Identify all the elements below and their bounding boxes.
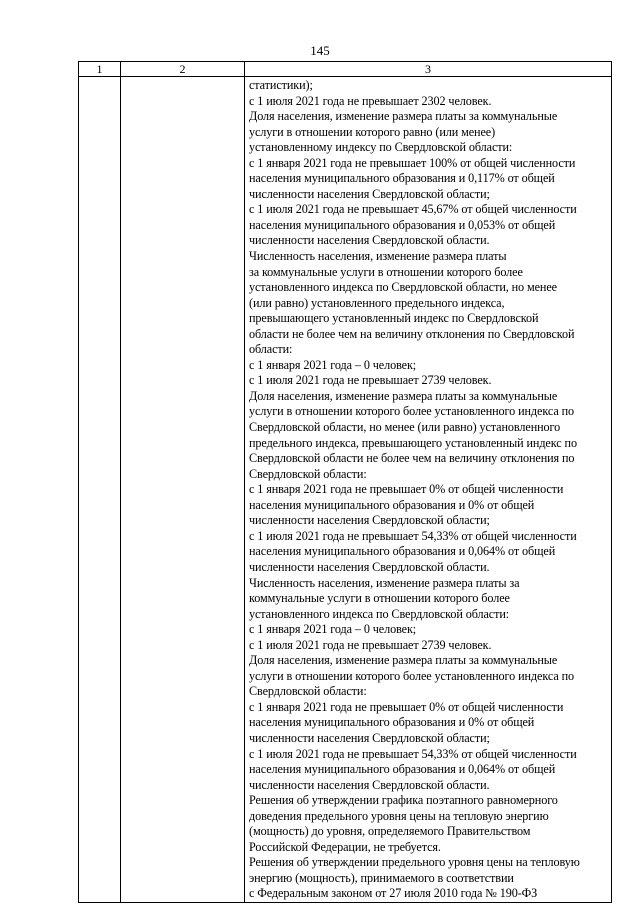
text-line: Свердловской области, но менее (или равно) установленного <box>249 420 561 435</box>
text-line: Численность населения, изменение размера платы за <box>249 575 520 590</box>
text-line: Решения об утверждении графика поэтапного равномерного <box>249 793 558 808</box>
header-row <box>79 62 612 77</box>
text-line: с 1 января 2021 года не превышает 0% от общей численности <box>249 482 564 497</box>
text-line: Свердловской области: <box>249 684 367 699</box>
text-line: с 1 января 2021 года не превышает 0% от общей численности <box>249 699 564 714</box>
text-line: Решения об утверждении предельного уровня цены на тепловую <box>249 855 580 870</box>
text-line: с 1 января 2021 года – 0 человек; <box>249 357 417 372</box>
text-line: численности населения Свердловской области. <box>249 559 490 574</box>
text-line: населения муниципального образования и 0,064% от общей <box>249 544 556 559</box>
text-line: с 1 июля 2021 года не превышает 45,67% от общей численности <box>249 202 577 217</box>
text-line: с 1 января 2021 года не превышает 100% от общей численности <box>249 155 576 170</box>
text-line: численности населения Свердловской области. <box>249 777 490 792</box>
text-line: статистики); <box>249 78 313 92</box>
text-line: населения муниципального образования и 0,064% от общей <box>249 762 556 777</box>
text-line: Доля населения, изменение размера платы за коммунальные <box>249 109 558 124</box>
column-header-1: 1 <box>79 62 121 77</box>
text-line: области: <box>249 342 293 357</box>
text-line: коммунальные услуги в отношении которого более <box>249 591 510 606</box>
text-line: с Федеральным законом от 27 июля 2010 года № 190-ФЗ <box>249 886 538 901</box>
text-line: услуги в отношении которого равно (или менее) <box>249 124 496 139</box>
text-line: с 1 июля 2021 года не превышает 2739 человек. <box>249 373 492 388</box>
text-line: установленному индексу по Свердловской области: <box>249 140 513 155</box>
text-line: доведения предельного уровня цены на тепловую энергию <box>249 808 549 823</box>
text-line: (мощность) до уровня, определяемого Правительством <box>249 824 531 839</box>
text-line: численности населения Свердловской области. <box>249 233 490 248</box>
text-line: Доля населения, изменение размера платы за коммунальные <box>249 388 558 403</box>
table-row <box>79 77 612 903</box>
text-line: предельного индекса, превышающего установленный индекс по <box>249 435 577 450</box>
text-line: превышающего установленный индекс по Свердловской <box>249 311 539 326</box>
text-line: Свердловской области не более чем на величину отклонения по <box>249 451 575 466</box>
text-line: энергию (мощность), принимаемого в соответствии <box>249 870 514 885</box>
text-line: за коммунальные услуги в отношении которого более <box>249 264 523 279</box>
text-line: услуги в отношении которого более установленного индекса по <box>249 404 574 419</box>
column-header-3: 3 <box>245 62 612 77</box>
text-line: установленного индекса по Свердловской области, но менее <box>249 280 557 295</box>
text-line: Численность населения, изменение размера платы <box>249 249 507 264</box>
text-line: с 1 января 2021 года – 0 человек; <box>249 622 417 637</box>
text-line: численности населения Свердловской области; <box>249 513 490 528</box>
text-line: с 1 июля 2021 года не превышает 54,33% от общей численности <box>249 528 577 543</box>
page-number: 145 <box>310 43 330 58</box>
column-header-2: 2 <box>121 62 245 77</box>
document-table <box>78 61 612 903</box>
text-line: Доля населения, изменение размера платы за коммунальные <box>249 653 558 668</box>
text-line: установленного индекса по Свердловской области: <box>249 606 510 621</box>
text-line: населения муниципального образования и 0% от общей <box>249 715 535 730</box>
text-line: Свердловской области: <box>249 466 367 481</box>
cell-col-3 <box>245 77 612 903</box>
text-line: услуги в отношении которого более установленного индекса по <box>249 668 574 683</box>
text-line: численности населения Свердловской области; <box>249 186 490 201</box>
text-line: с 1 июля 2021 года не превышает 54,33% от общей численности <box>249 746 577 761</box>
text-line: (или равно) установленного предельного индекса, <box>249 295 505 310</box>
text-line: с 1 июля 2021 года не превышает 2302 человек. <box>249 93 492 108</box>
text-line: численности населения Свердловской области; <box>249 730 490 745</box>
text-line: населения муниципального образования и 0,053% от общей <box>249 217 556 232</box>
cell-col-2 <box>121 77 245 903</box>
cell-col-1 <box>79 77 121 903</box>
text-line: населения муниципального образования и 0,117% от общей <box>249 171 555 186</box>
text-line: области не более чем на величину отклонения по Свердловской <box>249 326 575 341</box>
text-line: Российской Федерации, не требуется. <box>249 839 441 854</box>
text-line: с 1 июля 2021 года не превышает 2739 человек. <box>249 637 492 652</box>
text-line: населения муниципального образования и 0% от общей <box>249 497 535 512</box>
